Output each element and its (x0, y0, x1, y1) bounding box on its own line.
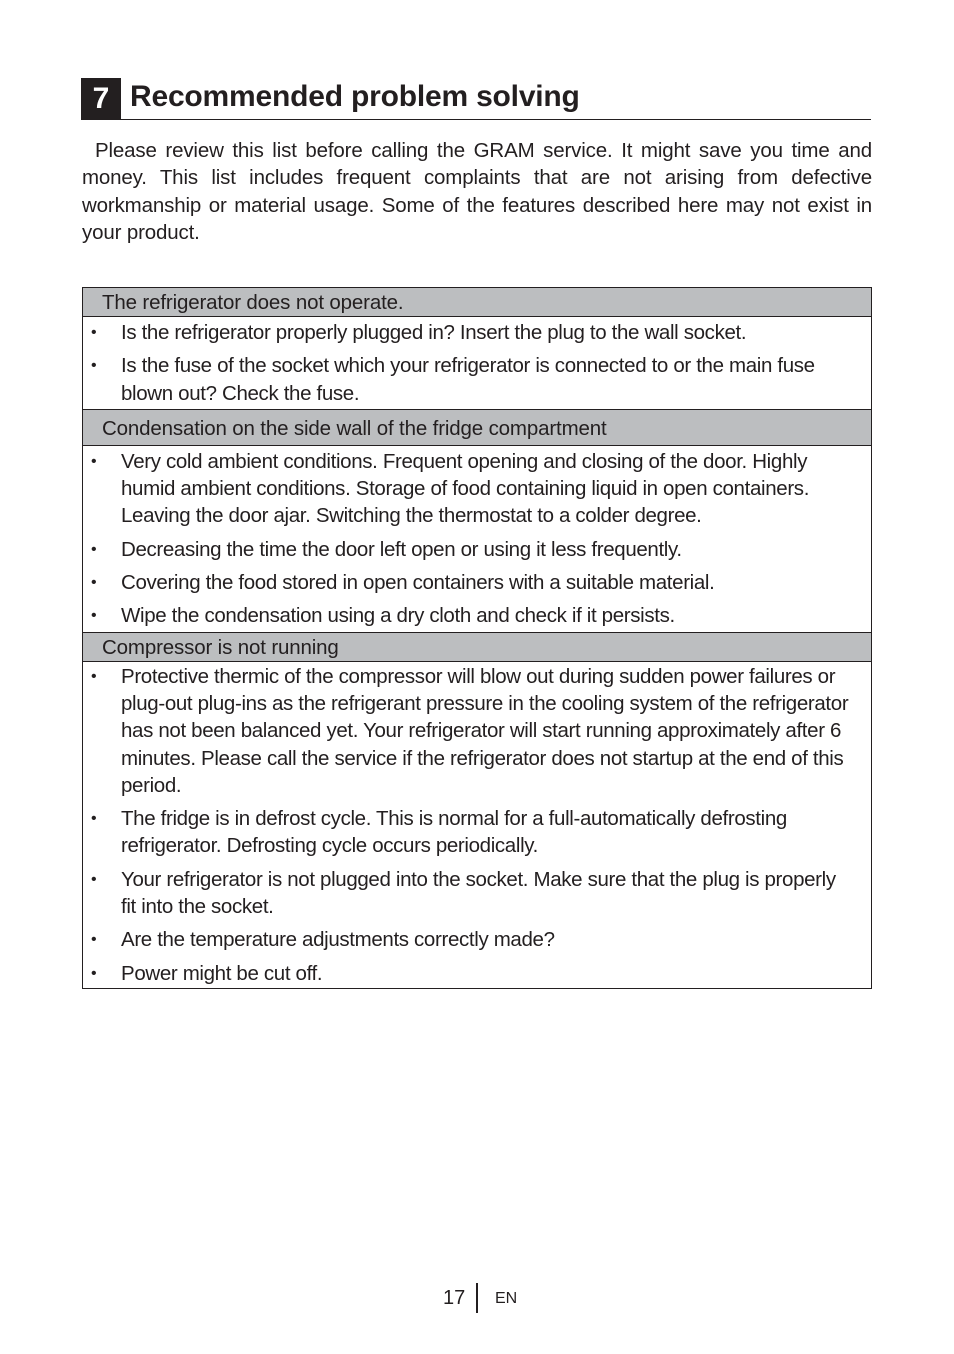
list-item (83, 866, 871, 921)
bullet-icon: • (91, 931, 97, 949)
problem-heading: Condensation on the side wall of the fridge compartment (83, 410, 871, 446)
list-item-text: Your refrigerator is not plugged into the socket. Make sure that the plug is properly fit into the socket. (121, 867, 836, 919)
problem-body (83, 662, 871, 988)
list-item (83, 448, 871, 530)
list-item (83, 926, 871, 953)
list-item-text: Is the refrigerator properly plugged in? Insert the plug to the wall socket. (121, 321, 747, 344)
intro-paragraph: Please review this list before calling the GRAM service. It might save you time and money. This list includes frequent complaints that are not arising from defective workmanship or material usage. Some of the features described here may not exist in your product. (82, 139, 872, 244)
list-item (83, 536, 871, 563)
list-item-text: Is the fuse of the socket which your refrigerator is connected to or the main fuse blown out? Check the fuse. (121, 354, 815, 405)
page-number: 17 (443, 1287, 466, 1309)
list-item-text: The fridge is in defrost cycle. This is normal for a full-automatically defrosting refrigerator. Defrosting cycle occurs periodically. (121, 807, 787, 858)
list-item (83, 352, 871, 407)
solution-list (83, 319, 871, 407)
list-item-text: Very cold ambient conditions. Frequent opening and closing of the door. Highly humid ambient conditions. Storage of food containing liquid in open containers. Leaving the door ajar. Switching the thermostat to a colder degree. (121, 449, 810, 528)
problem-body (83, 446, 871, 633)
bullet-icon: • (91, 574, 97, 592)
list-item-text: Protective thermic of the compressor will blow out during sudden power failures or plug-out plug-ins as the refrigerant pressure in the cooling system of the refrigerator has not been balanced yet. Your refrigerator will start running approximately after 6 minutes. Please call the service if the refrigerator does not startup at the end of this period. (121, 664, 849, 797)
solution-list (83, 448, 871, 630)
list-item-text: Are the temperature adjustments correctly made? (121, 928, 555, 952)
list-item (83, 319, 871, 346)
list-item-text: Wipe the condensation using a dry cloth and check if it persists. (121, 604, 675, 628)
language-code: EN (495, 1290, 518, 1307)
bullet-icon: • (91, 810, 97, 828)
bullet-icon: • (91, 357, 97, 375)
footer-divider (476, 1283, 478, 1313)
list-item (83, 960, 871, 987)
bullet-icon: • (91, 452, 97, 470)
problem-heading: The refrigerator does not operate. (83, 288, 871, 317)
list-item (83, 805, 871, 860)
problem-heading: Compressor is not running (83, 633, 871, 662)
bullet-icon: • (91, 324, 97, 341)
bullet-icon: • (91, 964, 97, 982)
section-title: Recommended problem solving (130, 80, 580, 113)
problem-body (83, 317, 871, 410)
list-item (83, 663, 871, 799)
list-item (83, 569, 871, 596)
list-item-text: Decreasing the time the door left open or using it less frequently. (121, 537, 682, 561)
bullet-icon: • (91, 540, 97, 558)
bullet-icon: • (91, 870, 97, 888)
bullet-icon: • (91, 607, 97, 625)
list-item-text: Covering the food stored in open containers with a suitable material. (121, 571, 715, 595)
solution-list (83, 663, 871, 987)
problem-table (82, 287, 872, 989)
list-item (83, 602, 871, 629)
list-item-text: Power might be cut off. (121, 961, 323, 985)
section-number-badge: 7 (81, 78, 121, 119)
section-heading (81, 78, 871, 120)
bullet-icon: • (91, 667, 97, 685)
